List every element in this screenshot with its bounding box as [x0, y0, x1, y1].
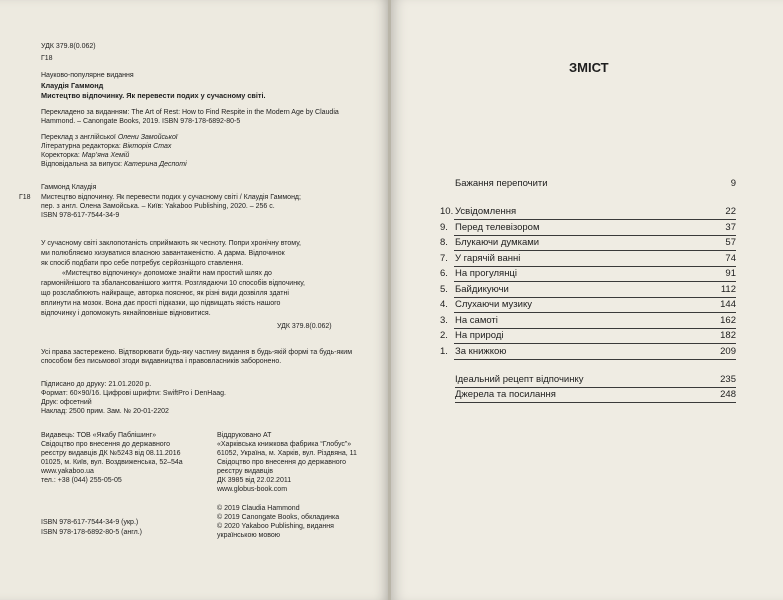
abstract-line-2: ми полюбляємо хизуватися власною завантаженістю. А дарма. Відпочинок [41, 250, 285, 257]
toc-entry-title: У гарячій ванні [455, 253, 521, 264]
toc-entry-title: На самоті [455, 315, 498, 326]
udk-code: УДК 379.8(0.062) [41, 43, 96, 50]
toc-outro-recipe[interactable] [440, 374, 736, 388]
toc-entry-title: Перед телевізором [455, 222, 540, 233]
printer-line-1: Віддруковано АТ [217, 432, 272, 439]
toc-chapter-6[interactable] [440, 268, 736, 282]
toc-entry-page: 91 [725, 268, 736, 279]
genre-label: Науково-популярне видання [41, 72, 134, 79]
toc-entry-number: 4. [440, 299, 448, 310]
translated-from-line-1: Перекладено за виданням: The Art of Rest: How to Find Respite in the Modern Age by Claudia [41, 109, 339, 116]
book-title: Мистецтво відпочинку. Як перевести подих у сучасному світі. [41, 91, 266, 100]
abstract-line-4: «Мистецтво відпочинку» допоможе знайти нам простий шлях до [62, 270, 272, 277]
publisher-line-3: реєстру видавців ДК №5243 від 08.11.2016 [41, 450, 181, 457]
credit-translator: Переклад з англійської Олени Замойської [41, 134, 178, 141]
credit-editor: Літературна редакторка: Вікторія Стах [41, 143, 172, 150]
toc-entry-title: Усвідомлення [455, 206, 517, 217]
toc-entry-title: Бажання перепочити [455, 178, 548, 189]
toc-entry-page: 209 [720, 346, 736, 357]
toc-entry-number: 3. [440, 315, 448, 326]
toc-chapter-1[interactable] [440, 346, 736, 360]
toc-entry-page: 162 [720, 315, 736, 326]
toc-entry-page: 112 [720, 284, 736, 295]
udk-code-bottom: УДК 379.8(0.062) [277, 323, 332, 330]
toc-chapter-9[interactable] [440, 222, 736, 236]
printer-line-5: реєстру видавців [217, 468, 273, 475]
toc-chapter-5[interactable] [440, 284, 736, 298]
bib-line-1: Гаммонд Клаудія [41, 184, 97, 191]
toc-underline [454, 281, 736, 282]
printer-line-4: Свідоцтво про внесення до державного [217, 459, 346, 466]
print-info-1: Підписано до друку: 21.01.2020 р. [41, 381, 152, 388]
toc-entry-title: На природі [455, 330, 504, 341]
toc-entry-title: Джерела та посилання [455, 389, 556, 400]
isbn-eng: ISBN 978-178-6892-80-5 (англ.) [41, 529, 143, 536]
copyright-2: © 2019 Canongate Books, обкладинка [217, 514, 340, 521]
abstract-line-7: вплинути на мозок. Вона дає прості підказки, що підвищать якість нашого [41, 300, 281, 307]
publisher-line-6: тел.: +38 (044) 255-05-05 [41, 477, 122, 484]
toc-entry-title: На прогулянці [455, 268, 517, 279]
toc-underline [454, 297, 736, 298]
translated-from-line-2: Hammond. – Canongate Books, 2019. ISBN 978-178-6892-80-5 [41, 118, 241, 125]
toc-underline [454, 250, 736, 251]
toc-entry-number: 5. [440, 284, 448, 295]
toc-entry-number: 2. [440, 330, 448, 341]
contents-heading: ЗМІСТ [569, 60, 609, 75]
toc-entry-title: Байдикуючи [455, 284, 509, 295]
toc-underline [454, 328, 736, 329]
publisher-line-2: Свідоцтво про внесення до державного [41, 441, 170, 448]
copyright-3: © 2020 Yakaboo Publishing, видання [217, 523, 334, 530]
toc-chapter-2[interactable] [440, 330, 736, 344]
toc-entry-page: 235 [720, 374, 736, 385]
bib-line-3: пер. з англ. Олена Замойська. – Київ: Yakaboo Publishing, 2020. – 256 с. [41, 203, 275, 210]
toc-chapter-7[interactable] [440, 253, 736, 267]
toc-entry-page: 144 [720, 299, 736, 310]
toc-underline [454, 235, 736, 236]
toc-chapter-4[interactable] [440, 299, 736, 313]
toc-entry-title: За книжкою [455, 346, 507, 357]
rights-line-1: Усі права застережено. Відтворювати будь-яку частину видання в будь-якій формі та будь-яким [41, 349, 353, 356]
author-name: Клаудія Гаммонд [41, 81, 104, 90]
printer-line-3: 61052, Україна, м. Харків, вул. Різдвяна, 11 [217, 450, 357, 457]
publisher-line-4: 01025, м. Київ, вул. Воздвиженська, 52–54а [41, 459, 183, 466]
toc-underline [454, 266, 736, 267]
bib-line-4: ISBN 978-617-7544-34-9 [41, 212, 120, 219]
toc-entry-number: 1. [440, 346, 448, 357]
toc-entry-page: 182 [720, 330, 736, 341]
printer-line-6: ДК 3985 від 22.02.2011 [217, 477, 292, 484]
toc-chapter-8[interactable] [440, 237, 736, 251]
bib-code: Г18 [19, 194, 31, 201]
credit-responsible: Відповідальна за випуск: Катерина Деспоті [41, 161, 187, 168]
toc-underline [455, 387, 736, 388]
toc-entry-page: 74 [725, 253, 736, 264]
print-info-2: Формат: 60×90/16. Цифрові шрифти: SwiftPro і DenHaag. [41, 390, 226, 397]
toc-entry-number: 7. [440, 253, 448, 264]
rights-line-2: способом без письмової згоди видавництва і правовласників заборонено. [41, 358, 282, 365]
toc-underline [454, 219, 736, 220]
toc-entry-title: Слухаючи музику [455, 299, 532, 310]
toc-entry-number: 9. [440, 222, 448, 233]
printer-line-2: «Харківська книжкова фабрика “Глобус”» [217, 441, 352, 448]
toc-entry-page: 37 [725, 222, 736, 233]
bbk-code: Г18 [41, 55, 53, 62]
toc-outro-sources[interactable] [440, 389, 736, 403]
abstract-line-1: У сучасному світі заклопотаність сприймають як чесноту. Попри хронічну втому, [41, 240, 301, 247]
toc-entry-number: 6. [440, 268, 448, 279]
print-info-3: Друк: офсетний [41, 399, 92, 406]
print-info-4: Наклад: 2500 прим. Зам. № 20-01-2202 [41, 408, 169, 415]
abstract-line-6: що розслаблюють найкраще, авторка пояснює, як різні види дозвілля здатні [41, 290, 289, 297]
credit-proofreader: Коректорка: Мар’яна Хемій [41, 152, 130, 159]
abstract-line-5: гармонійнішого та збалансованішого життя. Розглядаючи 10 способів відпочинку, [41, 280, 305, 287]
toc-underline [454, 312, 736, 313]
copyright-1: © 2019 Claudia Hammond [217, 505, 300, 512]
toc-underline [455, 402, 736, 403]
toc-intro[interactable] [440, 178, 736, 192]
toc-underline [454, 359, 736, 360]
printer-line-7: www.globus-book.com [217, 486, 288, 493]
toc-entry-title: Блукаючи думками [455, 237, 540, 248]
toc-entry-page: 9 [730, 178, 736, 189]
toc-chapter-3[interactable] [440, 315, 736, 329]
toc-chapter-10[interactable] [440, 206, 736, 220]
toc-entry-page: 57 [725, 237, 736, 248]
publisher-line-1: Видавець: ТОВ «Якабу Паблішинг» [41, 432, 157, 439]
toc-entry-number: 8. [440, 237, 448, 248]
abstract-line-3: як спосіб подбати про себе потребує серйозніщого ставлення. [41, 260, 244, 267]
toc-entry-number: 10. [440, 206, 454, 217]
toc-entry-title: Ідеальний рецепт відпочинку [455, 374, 584, 385]
toc-entry-page: 248 [720, 389, 736, 400]
copyright-4: українською мовою [217, 532, 281, 539]
toc-underline [454, 343, 736, 344]
toc-entry-page: 22 [725, 206, 736, 217]
isbn-ukr: ISBN 978-617-7544-34-9 (укр.) [41, 519, 139, 526]
publisher-line-5: www.yakaboo.ua [41, 468, 94, 475]
abstract-line-8: відпочинку і допоможуть якнайповніше відновитися. [41, 310, 211, 317]
imprint-page [0, 0, 390, 600]
bib-line-2: Мистецтво відпочинку. Як перевести подих у сучасному світі / Клаудія Гаммонд; [41, 194, 301, 201]
